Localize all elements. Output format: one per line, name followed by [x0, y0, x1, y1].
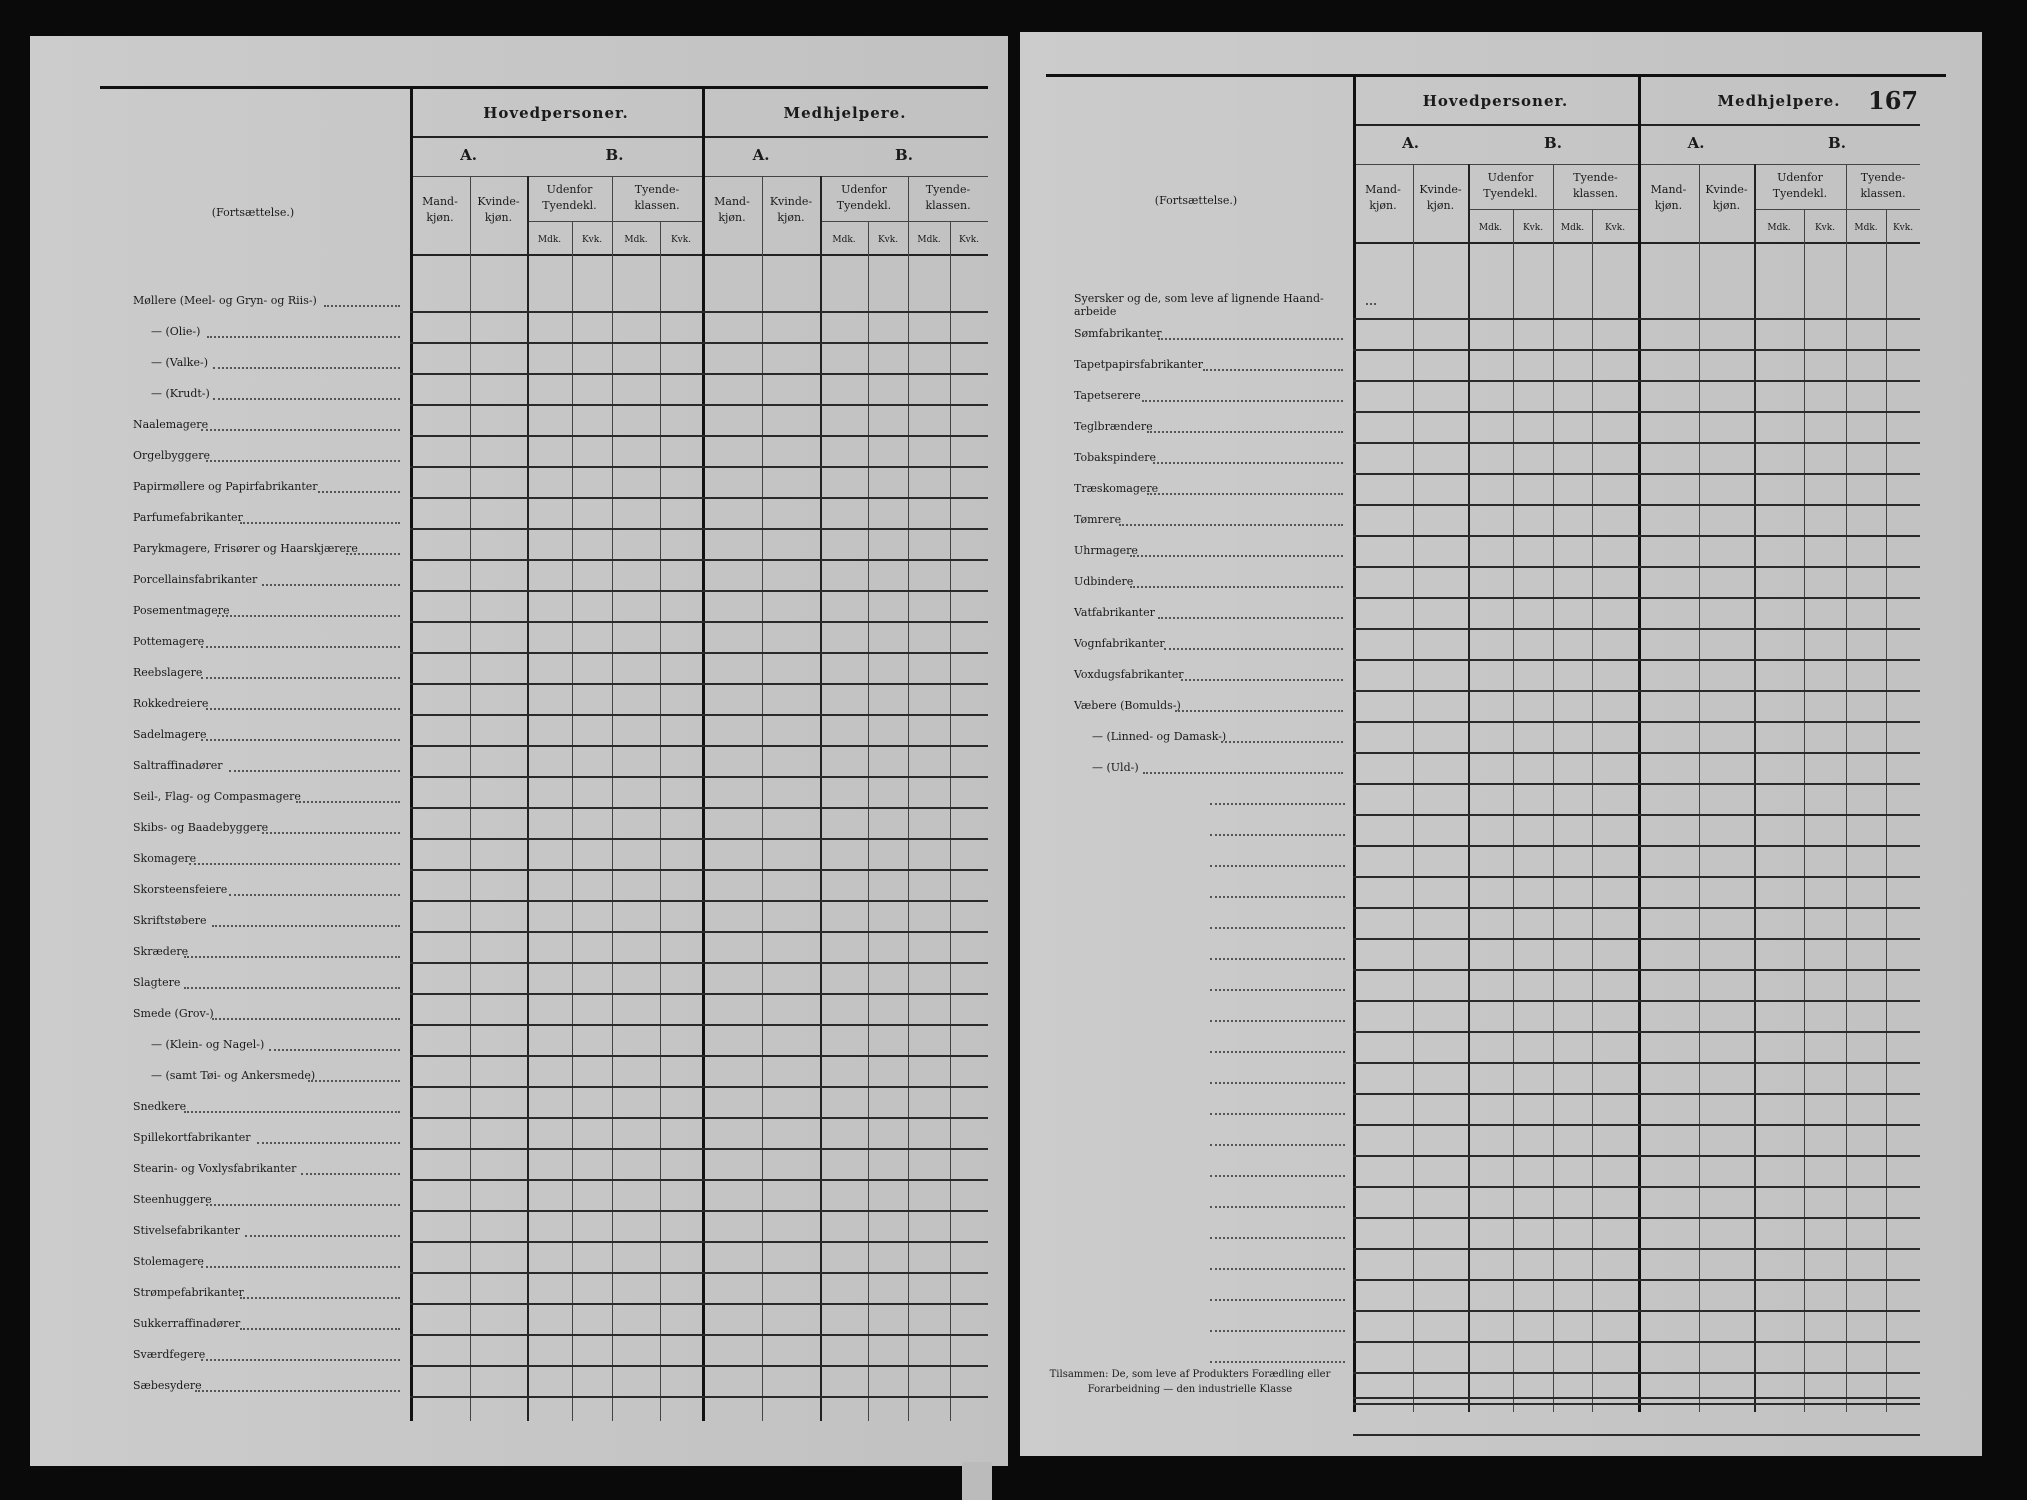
dot-leader: [217, 615, 400, 617]
row-line: [1353, 1341, 1920, 1343]
kvindekjon-label: Kvinde- kjøn.: [769, 195, 813, 224]
column-divider: [1553, 164, 1554, 1412]
kvk-label: Kvk.: [1522, 223, 1544, 233]
row-label: Væbere (Bomulds-): [1074, 699, 1181, 712]
dot-leader-empty: [1210, 1361, 1345, 1363]
column-divider: [470, 176, 471, 1421]
dot-leader: [213, 398, 400, 400]
dot-leader: [262, 584, 400, 586]
column-b-label: B.: [895, 146, 913, 164]
row-line: [1353, 690, 1920, 692]
dot-leader: [1164, 648, 1343, 650]
column-b-label: B.: [1544, 134, 1562, 152]
row-line: [410, 1272, 988, 1274]
row-label: Tobakspindere: [1074, 451, 1156, 464]
row-line: [410, 993, 988, 995]
row-line: [410, 1148, 988, 1150]
row-label: Skorsteensfeiere: [133, 883, 228, 896]
dot-leader-empty: [1210, 1051, 1345, 1053]
header-line-ab: [410, 176, 702, 177]
row-line: [410, 745, 988, 747]
column-a-label: A.: [1402, 134, 1419, 152]
mdk-label: Mdk.: [832, 235, 856, 245]
row-line: [410, 1055, 988, 1057]
kvindekjon-label: Kvinde- kjøn.: [1419, 183, 1462, 212]
column-divider: [1638, 74, 1641, 1412]
dot-leader-empty: [1210, 865, 1345, 867]
header-line-group: [1353, 124, 1638, 126]
column-divider: [762, 176, 763, 1421]
dot-leader-empty: [1210, 834, 1345, 836]
row-line: [410, 1365, 988, 1367]
dot-leader: [184, 956, 400, 958]
continuation-label: (Fortsættelse.): [1154, 194, 1238, 207]
row-line: [1353, 1031, 1920, 1033]
row-label: Seil-, Flag- og Compasmagere: [133, 790, 301, 803]
row-label: Posementmagere: [133, 604, 230, 617]
dot-leader-empty: [1210, 1020, 1345, 1022]
row-line: [1353, 1217, 1920, 1219]
group-title-medhjelpere: Medhjelpere.: [1717, 92, 1841, 110]
row-label: Smede (Grov-): [133, 1007, 214, 1020]
column-divider: [1513, 209, 1514, 1412]
dot-leader: [206, 1204, 400, 1206]
row-line: [1353, 1124, 1920, 1126]
mandkjon-label: Mand- kjøn.: [714, 195, 750, 224]
dot-leader: [1181, 679, 1343, 681]
dot-leader-empty: [1210, 927, 1345, 929]
dot-leader: [201, 1266, 400, 1268]
row-label: Stolemagere: [133, 1255, 204, 1268]
row-line: [410, 838, 988, 840]
dot-leader: [213, 367, 400, 369]
dot-leader-empty: [1210, 896, 1345, 898]
row-label: Skrædere: [133, 945, 189, 958]
mandkjon-label: Mand- kjøn.: [1365, 183, 1401, 212]
row-label: Parfumefabrikanter: [133, 511, 243, 524]
row-label: Teglbrændere: [1074, 420, 1153, 433]
row-line: [410, 528, 988, 530]
row-line: [1353, 814, 1920, 816]
row-line: [1353, 783, 1920, 785]
dot-leader-empty: [1210, 1299, 1345, 1301]
row-line: [1353, 628, 1920, 630]
dot-leader: [240, 1328, 400, 1330]
row-line: [410, 342, 988, 344]
right-page: [1020, 32, 1982, 1456]
dot-leader: [301, 1173, 400, 1175]
row-line: [1353, 1434, 1920, 1436]
header-line-sub: [527, 221, 702, 222]
row-line: [410, 652, 988, 654]
dot-leader: [1130, 586, 1343, 588]
column-divider: [820, 176, 822, 1421]
column-divider: [1413, 164, 1414, 1412]
row-label: Tømrere: [1074, 513, 1122, 526]
row-line: [1353, 1155, 1920, 1157]
row-label: Stearin- og Voxlysfabrikanter: [133, 1162, 297, 1175]
dot-leader-empty: [1210, 1330, 1345, 1332]
row-line: [410, 1086, 988, 1088]
udenfor-tyendekl-label: Udenfor Tyendekl.: [836, 183, 892, 212]
dot-leader: [245, 1235, 400, 1237]
row-label: Vatfabrikanter: [1074, 606, 1155, 619]
total-label: Tilsammen: De, som leve af Produkters Forædling eller Forarbeidning — den industrielle Klasse: [1049, 1369, 1331, 1395]
row-line: [1353, 659, 1920, 661]
dot-leader: [201, 739, 400, 741]
dot-leader: [184, 1111, 400, 1113]
dot-leader: [201, 646, 400, 648]
row-label: Skibs- og Baadebyggere: [133, 821, 269, 834]
row-line: [410, 776, 988, 778]
row-label: Sukkerraffinadører: [133, 1317, 241, 1330]
dot-leader: [1147, 431, 1343, 433]
column-divider: [1886, 209, 1887, 1412]
dot-leader: [269, 1049, 400, 1051]
row-label: Pottemagere: [133, 635, 205, 648]
kvk-label: Kvk.: [581, 235, 603, 245]
dot-leader: [229, 770, 400, 772]
row-label: — (Klein- og Nagel-): [151, 1038, 265, 1051]
row-line: [1353, 1372, 1920, 1374]
row-label: Steenhuggere: [133, 1193, 212, 1206]
udenfor-tyendekl-label: Udenfor Tyendekl.: [542, 183, 597, 212]
row-line: [410, 373, 988, 375]
dot-leader-empty: [1210, 958, 1345, 960]
row-label: Syersker og de, som leve af lignende Haand- arbeide: [1074, 292, 1324, 318]
header-line-ab: [702, 176, 988, 177]
dot-leader: [1143, 772, 1343, 774]
dot-leader: [207, 336, 400, 338]
kvindekjon-label: Kvinde- kjøn.: [477, 195, 520, 224]
row-line: [410, 1303, 988, 1305]
row-line: [1353, 907, 1920, 909]
row-line: [1353, 938, 1920, 940]
row-line: [1353, 1248, 1920, 1250]
row-line: [1353, 1279, 1920, 1281]
row-label: Sømfabrikanter: [1074, 327, 1162, 340]
header-line-sub: [1754, 209, 1920, 210]
row-line: [1353, 876, 1920, 878]
group-title-hovedpersoner: Hovedpersoner.: [483, 104, 629, 122]
binding-strip: [962, 1462, 992, 1500]
dot-leader: [346, 553, 400, 555]
dot-leader: [229, 894, 400, 896]
row-label: Snedkere: [133, 1100, 187, 1113]
row-line: [410, 1179, 988, 1181]
column-divider: [1699, 164, 1700, 1412]
row-line: [1353, 535, 1920, 537]
row-line: [410, 1117, 988, 1119]
header-line-sub: [820, 221, 988, 222]
column-divider: [1846, 164, 1847, 1412]
row-label: Voxdugsfabrikanter: [1074, 668, 1184, 681]
group-title-medhjelpere: Medhjelpere.: [783, 104, 907, 122]
tyendeklassen-label: Tyende- klassen.: [634, 183, 680, 212]
row-label: Rokkedreiere: [133, 697, 209, 710]
row-line: [410, 404, 988, 406]
kvk-label: Kvk.: [877, 235, 899, 245]
header-line-group: [410, 136, 702, 138]
column-divider: [410, 86, 413, 1421]
column-a-label: A.: [1687, 134, 1705, 152]
row-label: Strømpefabrikanter: [133, 1286, 244, 1299]
dot-leader: [189, 863, 400, 865]
column-b-label: B.: [1828, 134, 1846, 152]
column-divider: [612, 176, 613, 1421]
header-line-group: [702, 136, 988, 138]
dot-leader: [240, 1297, 400, 1299]
row-line: [410, 497, 988, 499]
page-number: 167: [1868, 86, 1919, 115]
row-line: [410, 900, 988, 902]
header-line-bottom: [410, 254, 988, 256]
row-label: Tapetpapirsfabrikanter: [1074, 358, 1204, 371]
column-divider: [1804, 209, 1805, 1412]
row-label: Vognfabrikanter: [1074, 637, 1165, 650]
row-label: Træskomagere: [1074, 482, 1159, 495]
row-line: [1353, 597, 1920, 599]
column-b-label: B.: [605, 146, 624, 164]
row-line: [410, 435, 988, 437]
row-label: Uhrmagere: [1074, 544, 1138, 557]
group-title-hovedpersoner: Hovedpersoner.: [1422, 92, 1569, 110]
row-line: [1353, 1186, 1920, 1188]
dot-leader: [308, 1080, 400, 1082]
row-label: — (Krudt-): [151, 387, 210, 400]
row-label: Parykmagere, Frisører og Haarskjærere: [133, 542, 358, 555]
row-line: [410, 590, 988, 592]
left-page: [30, 36, 1008, 1466]
header-line-bottom: [1353, 242, 1920, 244]
kvk-label: Kvk.: [1814, 223, 1836, 233]
udenfor-tyendekl-label: Udenfor Tyendekl.: [1483, 171, 1538, 200]
row-label: — (Linned- og Damask-): [1092, 730, 1227, 743]
row-line: [1353, 380, 1920, 382]
row-line: [410, 1396, 988, 1398]
row-line: [410, 1210, 988, 1212]
row-line: [410, 621, 988, 623]
row-line: [410, 962, 988, 964]
row-label: Naalemagere: [133, 418, 209, 431]
dot-leader: [206, 460, 400, 462]
dot-leader-empty: [1210, 1237, 1345, 1239]
row-line: [410, 1241, 988, 1243]
column-divider: [1592, 209, 1593, 1412]
row-label: Tapetserere: [1074, 389, 1141, 402]
row-line: [1353, 349, 1920, 351]
row-line: [1353, 1310, 1920, 1312]
column-divider: [702, 86, 705, 1421]
mandkjon-label: Mand- kjøn.: [422, 195, 458, 224]
dot-leader-empty: [1210, 803, 1345, 805]
row-line: [1353, 752, 1920, 754]
row-line: [1353, 969, 1920, 971]
row-line: [1353, 845, 1920, 847]
mdk-label: Mdk.: [1854, 223, 1878, 233]
dot-leader: [1175, 710, 1343, 712]
kvk-label: Kvk.: [1892, 223, 1914, 233]
row-line: [1353, 1062, 1920, 1064]
dot-leader: [296, 801, 400, 803]
row-label: Møllere (Meel- og Gryn- og Riis-): [133, 294, 317, 307]
dot-leader: [318, 491, 400, 493]
dot-leader: [201, 677, 400, 679]
row-label: Slagtere: [133, 976, 181, 989]
dot-leader: [1203, 369, 1343, 371]
dot-leader: [212, 925, 400, 927]
mandkjon-label: Mand- kjøn.: [1650, 183, 1687, 212]
dot-leader: [1158, 617, 1343, 619]
column-divider: [1353, 74, 1356, 1412]
row-label: Spillekortfabrikanter: [133, 1131, 251, 1144]
row-label: Skomagere: [133, 852, 197, 865]
continuation-label: (Fortsættelse.): [211, 206, 295, 219]
column-a-label: A.: [460, 146, 477, 164]
dot-leader: [240, 522, 400, 524]
row-label: — (Olie-): [151, 325, 201, 338]
row-label: — (samt Tøi- og Ankersmede): [151, 1069, 316, 1082]
dot-leader: [262, 832, 400, 834]
dot-leader-empty: [1210, 1206, 1345, 1208]
row-line: [410, 1024, 988, 1026]
header-line-group: [1638, 124, 1920, 126]
dot-leader: [1366, 303, 1376, 305]
mdk-label: Mdk.: [1560, 223, 1585, 233]
dot-leader: [212, 1018, 400, 1020]
mdk-label: Mdk.: [537, 235, 562, 245]
row-label: Porcellainsfabrikanter: [133, 573, 258, 586]
dot-leader: [1158, 338, 1343, 340]
row-label: Sværdfegere: [133, 1348, 206, 1361]
tyendeklassen-label: Tyende- klassen.: [925, 183, 971, 212]
header-line-ab: [1353, 164, 1638, 165]
dot-leader: [324, 305, 400, 307]
row-label: Saltraffinadører: [133, 759, 223, 772]
dot-leader: [195, 1390, 400, 1392]
row-label: — (Uld-): [1092, 761, 1139, 774]
row-line: [410, 559, 988, 561]
mdk-label: Mdk.: [1478, 223, 1503, 233]
row-line: [410, 807, 988, 809]
row-line: [1353, 1000, 1920, 1002]
dot-leader-empty: [1210, 1113, 1345, 1115]
dot-leader-empty: [1210, 1268, 1345, 1270]
dot-leader: [1130, 555, 1343, 557]
row-line: [410, 311, 988, 313]
kvk-label: Kvk.: [670, 235, 692, 245]
header-line-ab: [1638, 164, 1920, 165]
row-label: Orgelbyggere: [133, 449, 210, 462]
kvindekjon-label: Kvinde- kjøn.: [1705, 183, 1748, 212]
udenfor-tyendekl-label: Udenfor Tyendekl.: [1772, 171, 1828, 200]
dot-leader-empty: [1210, 1144, 1345, 1146]
row-line: [1353, 566, 1920, 568]
total-row-line: [1353, 1397, 1920, 1399]
dot-leader: [1119, 524, 1343, 526]
row-label: — (Valke-): [151, 356, 208, 369]
row-label: Stivelsefabrikanter: [133, 1224, 240, 1237]
row-label: Reebslagere: [133, 666, 203, 679]
row-line: [410, 466, 988, 468]
row-line: [410, 869, 988, 871]
dot-leader: [201, 429, 400, 431]
row-line: [410, 683, 988, 685]
dot-leader-empty: [1210, 1175, 1345, 1177]
mdk-label: Mdk.: [1767, 223, 1791, 233]
dot-leader: [206, 708, 400, 710]
row-line: [410, 931, 988, 933]
column-divider: [527, 176, 529, 1421]
row-label: Papirmøllere og Papirfabrikanter: [133, 480, 318, 493]
tyendeklassen-label: Tyende- klassen.: [1572, 171, 1619, 200]
row-line: [1353, 318, 1920, 320]
mdk-label: Mdk.: [624, 235, 648, 245]
column-a-label: A.: [752, 146, 770, 164]
column-divider: [908, 176, 909, 1421]
row-label: Udbindere: [1074, 575, 1134, 588]
top-rule: [100, 86, 988, 89]
dot-leader: [201, 1359, 400, 1361]
dot-leader: [257, 1142, 400, 1144]
dot-leader: [1221, 741, 1343, 743]
kvk-label: Kvk.: [1604, 223, 1626, 233]
top-rule: [1046, 74, 1946, 77]
row-line: [1353, 504, 1920, 506]
row-label: Sæbesydere: [133, 1379, 202, 1392]
tyendeklassen-label: Tyende- klassen.: [1860, 171, 1906, 200]
dot-leader-empty: [1210, 989, 1345, 991]
mdk-label: Mdk.: [917, 235, 941, 245]
row-line: [1353, 473, 1920, 475]
column-divider: [1754, 164, 1756, 1412]
dot-leader: [1147, 493, 1343, 495]
row-line: [1353, 721, 1920, 723]
row-line: [1353, 442, 1920, 444]
row-line: [410, 714, 988, 716]
kvk-label: Kvk.: [958, 235, 980, 245]
row-label: Sadelmagere: [133, 728, 207, 741]
dot-leader-empty: [1210, 1082, 1345, 1084]
column-divider: [1468, 164, 1470, 1412]
row-line: [1353, 411, 1920, 413]
row-line: [1353, 1093, 1920, 1095]
row-line: [1353, 1403, 1920, 1405]
row-line: [410, 1334, 988, 1336]
row-label: Skriftstøbere: [133, 914, 207, 927]
dot-leader: [1153, 462, 1343, 464]
dot-leader: [184, 987, 400, 989]
dot-leader: [1142, 400, 1343, 402]
